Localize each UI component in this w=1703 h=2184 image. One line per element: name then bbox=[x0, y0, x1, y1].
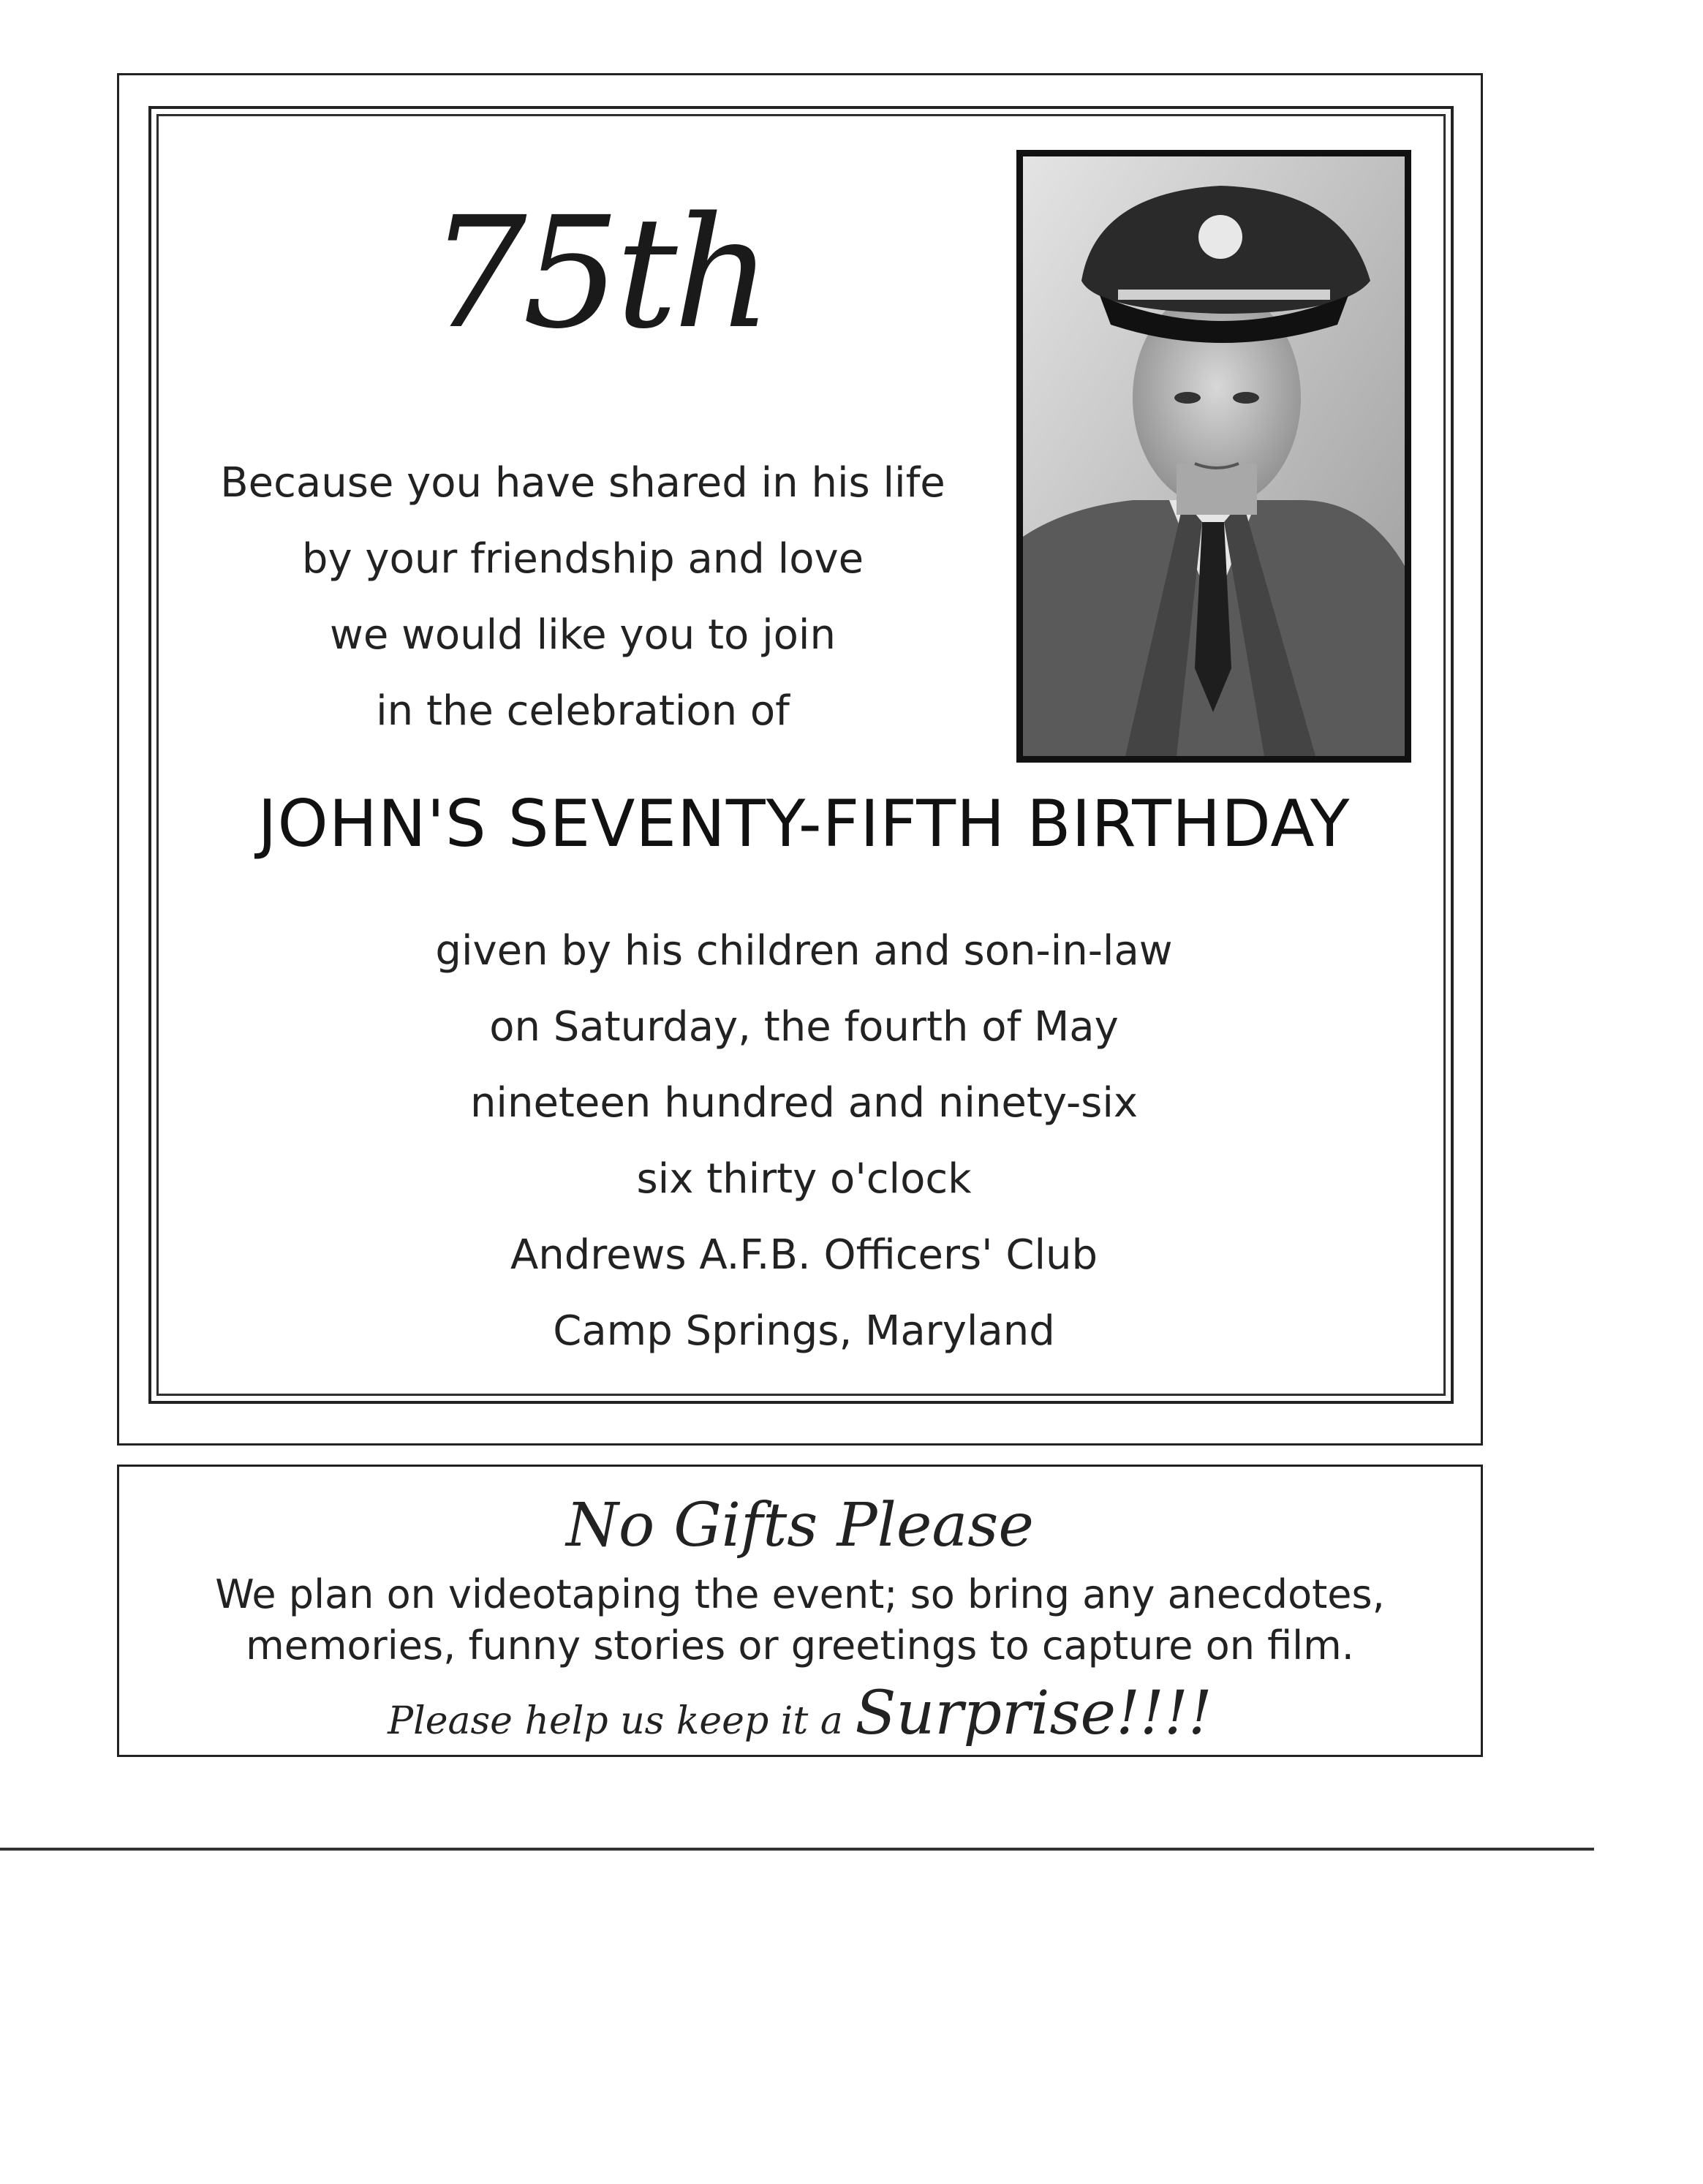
portrait-photo bbox=[1016, 150, 1411, 763]
intro-line: in the celebration of bbox=[376, 687, 790, 735]
notice-body-line: memories, funny stories or greetings to capture on film. bbox=[246, 1622, 1354, 1669]
anniversary-number-heading: 75th bbox=[429, 184, 768, 363]
notice-heading: No Gifts Please bbox=[566, 1491, 1034, 1560]
notice-footer-text: Please help us keep it a bbox=[388, 1699, 856, 1743]
no-gifts-notice bbox=[117, 1465, 1483, 1757]
notice-footer-emphasis: Surprise!!!! bbox=[855, 1679, 1212, 1748]
detail-line: given by his children and son-in-law bbox=[435, 927, 1173, 975]
notice-body bbox=[119, 1569, 1481, 1671]
notice-footer bbox=[119, 1679, 1481, 1748]
detail-line: Andrews A.F.B. Officers' Club bbox=[510, 1231, 1098, 1279]
intro-line: Because you have shared in his life bbox=[220, 459, 945, 507]
intro-line: we would like you to join bbox=[330, 611, 836, 659]
detail-line: on Saturday, the fourth of May bbox=[489, 1003, 1119, 1051]
detail-line: Camp Springs, Maryland bbox=[553, 1307, 1055, 1355]
detail-line: six thirty o'clock bbox=[636, 1155, 972, 1203]
detail-line: nineteen hundred and ninety-six bbox=[469, 1079, 1139, 1127]
invitation-card bbox=[117, 73, 1483, 1446]
event-details bbox=[181, 913, 1427, 1369]
notice-body-line: We plan on videotaping the event; so bring any anecdotes, bbox=[215, 1571, 1385, 1617]
page-divider-line bbox=[0, 1848, 1594, 1851]
event-title: JOHN'S SEVENTY-FIFTH BIRTHDAY bbox=[257, 786, 1351, 861]
officer-portrait-image bbox=[1023, 156, 1405, 756]
intro-line: by your friendship and love bbox=[301, 535, 864, 583]
intro-text bbox=[181, 445, 985, 749]
invitation-inner-border bbox=[148, 106, 1454, 1404]
